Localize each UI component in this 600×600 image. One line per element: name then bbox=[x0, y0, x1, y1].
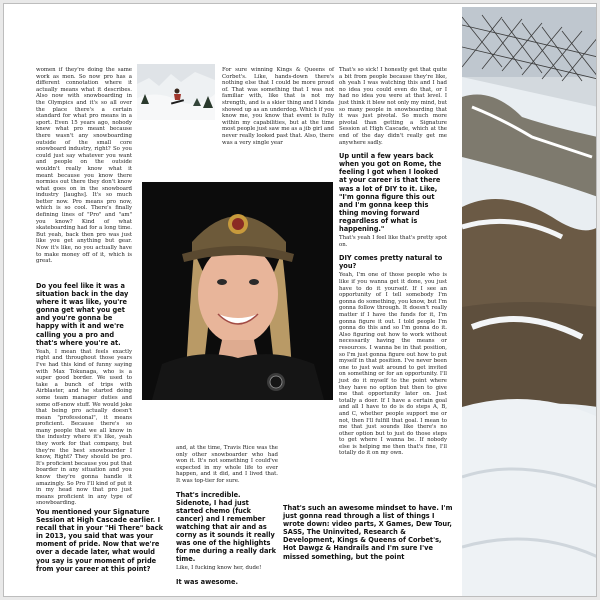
text-column-1-bottom bbox=[36, 502, 166, 575]
text-column-1-lower bbox=[36, 276, 132, 507]
snowy-fence-landscape-icon bbox=[462, 7, 597, 597]
interview-question: It was awesome. bbox=[176, 578, 238, 586]
answer: Like, I fucking know her, dude! bbox=[176, 565, 262, 572]
interview-question: You mentioned your Signature Session at High Cascade earlier. I recall that in your "Hi There" back in 2013, you said that was your moment of pride. Now that we're over a decade later, what would you say is your moment of pride from your career at this point? bbox=[36, 508, 164, 573]
smiling-woman-portrait-icon bbox=[142, 182, 333, 400]
interview-question: DIY comes pretty natural to you? bbox=[339, 254, 443, 271]
snowboard-jump-photo bbox=[137, 64, 215, 120]
paragraph: women if they're doing the same work as men. So now pro has a different connotation where it actually means what it describes. Also now with snowboarding in the Olympics and it's so all over the place there's a certain standard for what pro means in a sport. Even 15 years ago, nobody knew what pro meant because there wasn't any snowboarding outside of the small core snowboard industry, right? So you could just say whatever you want and people on the outside wouldn't really know what it meant because you know there normies out there they don't know what goes on in the snowboard industry [laughs]. It's so much better now. Pro means pro now, which is so cool. There's finally defining lines of "Pro" and "am" you know? Kind of what skateboarding had for a long time. But yeah, back then pro was just like you get anything but gear. Now it's like, no you actually have to make money off of it, which is great. bbox=[36, 67, 132, 265]
answer: That's yeah I feel like that's pretty spot on. bbox=[339, 235, 447, 248]
text-column-3 bbox=[339, 67, 447, 457]
interview-question: That's incredible. Sidenote, I had just started chemo (fuck cancer) and I remember watching that air and as corny as it sounds it really was one of the highlights for me during a really dark time. bbox=[176, 490, 277, 564]
magazine-page bbox=[3, 3, 597, 597]
interview-question: Do you feel like it was a situation back in the day where it was like, you're gonna get what you get and you're gonna be happy with it and we're calling you a pro and that's where you're at. bbox=[36, 282, 129, 347]
snowboarder-jump-photo-icon bbox=[137, 64, 215, 120]
paragraph: Yeah, I mean that feels exactly right and throughout those years I've had this kind of funny saying with Max Tokunaga, who is a super good border. We used to take a bunch of trips with Airblaster, and he started doing some team manager duties and some off-snow stuff. We would joke that being pro actually doesn't mean "professional", it means proficient. Because there's so many people that we all know in the industry where it's like, yeah they work for that company, but they're the best snowboarder I know, Right? They should be pro. It's proficient because you put that boarder in any situation and you know they're gonna handle it amazingly. So Pro I'll kind of put it in my head now that pro just means proficient in any type of snowboarding. bbox=[36, 348, 132, 507]
snowy-landscape-photo bbox=[462, 7, 597, 597]
paragraph: For sure winning Kings & Queens of Corbet's. Like, hands-down there's nothing else that I could be more proud of. That was something that I was not familiar with, like that is not my strength, and is a skier thing and I kinda showed up as an underdog. Which if you know me, you know that event is fully within my capabilities, but at the time most people just saw me as a jib girl and never really looked past that. Also, there was a very single year bbox=[222, 67, 334, 146]
paragraph: and, at the time, Travis Rice was the only other snowboarder who had won it. It's not something I could've expected in my whole life to ever happen, and it did, and I lived that. It was top-tier for sure. bbox=[176, 445, 278, 484]
text-column-1 bbox=[36, 67, 132, 265]
interview-question: Up until a few years back when you got on Rome, the feeling I got when I looked at your career is that there was a lot of DIY to it. Like, "I'm gonna figure this out and I'm gonna keep this thing moving forward regardless of what is happening." bbox=[339, 152, 442, 233]
interview-question: That's such an awesome mindset to have. I'm just gonna read through a list of things I wrote down: video parts, X Games, Dew Tour, SASS, The Uninvited, Research & Development, Kings & Queens of Corbet's, Hot Dawgz & Handrails and I'm sure I've missed something, but the point bbox=[283, 504, 453, 561]
text-column-2 bbox=[222, 67, 334, 146]
text-column-2-lower bbox=[176, 445, 278, 588]
text-column-3-bottom bbox=[283, 498, 455, 563]
paragraph: That's so sick! I honestly get that quite a bit from people because they're like, oh yeah I was watching this and I had no idea you could even do that, or I had no idea you were at that level. I just think it blew not only my mind, but so many people in snowboarding that it was just pivotal. So much more pivotal than getting a Signature Session at High Cascade, which at the end of the day didn't really get me anywhere sadly. bbox=[339, 67, 447, 146]
paragraph: Yeah, I'm one of those people who is like if you wanna get it done, you just have to do it yourself. If I see an opportunity of I tell somebody I'm gonna do something, you know, but I'm gonna follow through. It doesn't really matter if I have the funds for it, I'm gonna figure it out. I told people I'm gonna do this and so I'm gonna do it. Also figuring out how to work without necessarily having the means or resources. I wanna be in that position, so I'm just gonna figure out how to put myself in that position. I've never been one to just wait around to get invited on something or for an opportunity. I'll just do it myself to the point where they have no option but then to give me that opportunity later on. Just totally a doer. If I have a certain goal and all I have to do is do steps A, B, and C, whether people support me or not, then I'll fulfill that goal. I mean to me that just sounds like there's no other option but to just do those steps to get where I wanna be. If nobody else is helping me then that's fine, I'll totally do it on my own. bbox=[339, 272, 447, 457]
portrait-photo bbox=[142, 182, 333, 400]
